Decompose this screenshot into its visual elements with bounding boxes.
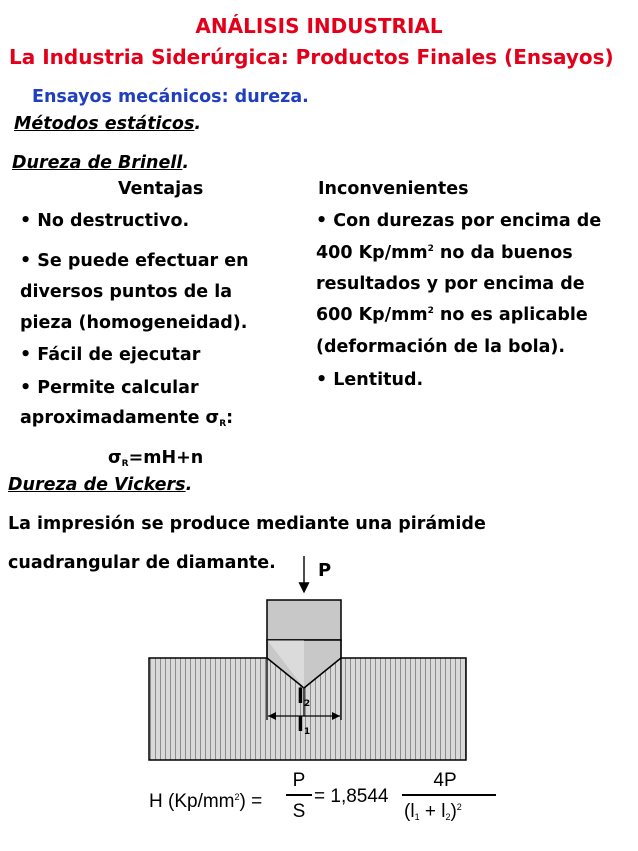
brinell-title: Dureza de Brinell xyxy=(12,153,183,173)
disadvantage-text: no da buenos xyxy=(433,243,573,263)
advantage-sigma-sub: R xyxy=(219,419,227,429)
vickers-description-1: La impresión se produce mediante una pirámide xyxy=(8,514,486,534)
l1-label: $l_1$ xyxy=(297,712,311,737)
disadvantage-item: • Lentitud. xyxy=(316,370,424,390)
disadvantages-heading: Inconvenientes xyxy=(318,179,469,199)
formula-frac1-bar xyxy=(286,794,312,796)
disadvantage-item: resultados y por encima de xyxy=(316,274,585,294)
advantage-item: • Permite calcular xyxy=(20,378,199,398)
disadvantage-text: 600 Kp/mm xyxy=(316,305,428,325)
brinell-formula-rest: =mH+n xyxy=(128,448,204,468)
disadvantage-text: no es aplicable xyxy=(433,305,588,325)
advantage-item: • No destructivo. xyxy=(20,211,190,231)
page-title: ANÁLISIS INDUSTRIAL xyxy=(195,14,443,38)
disadvantage-item: • Con durezas por encima de xyxy=(316,211,602,231)
static-methods-label: Métodos estáticos xyxy=(14,114,195,134)
force-label: P xyxy=(318,560,332,581)
advantage-item: • Fácil de ejecutar xyxy=(20,345,201,365)
formula-frac2-num: 4P xyxy=(433,770,457,791)
advantage-sigma-text: aproximadamente σ xyxy=(20,408,220,428)
formula-lhs: H $(Kp/mm^2)$ = xyxy=(149,791,263,812)
formula-constant: = 1,8544 xyxy=(314,786,389,807)
brinell-formula-sigma: σ xyxy=(108,448,122,468)
formula-frac1-num: P xyxy=(292,770,306,791)
brinell-formula-sub: R xyxy=(121,459,129,469)
advantage-item: pieza (homogeneidad). xyxy=(20,313,248,333)
vickers-title-period: . xyxy=(185,475,193,495)
advantage-item: • Se puede efectuar en xyxy=(20,251,249,271)
advantages-heading: Ventajas xyxy=(118,179,204,199)
page-subtitle: La Industria Siderúrgica: Productos Finales (Ensayos) xyxy=(9,45,614,69)
section-heading: Ensayos mecánicos: dureza. xyxy=(32,87,309,107)
vickers-description-2: cuadrangular de diamante. xyxy=(8,553,276,573)
disadvantage-item: (deformación de la bola). xyxy=(316,337,566,357)
superscript: 2 xyxy=(427,244,434,254)
indenter-body xyxy=(267,600,341,640)
brinell-title-period: . xyxy=(182,153,190,173)
vickers-title: Dureza de Vickers xyxy=(8,475,186,495)
advantage-item: diversos puntos de la xyxy=(20,282,233,302)
formula-frac2-bar xyxy=(402,794,496,796)
l2-label: $l_2$ xyxy=(297,684,311,709)
formula-frac1-den: S xyxy=(292,801,306,822)
static-methods-period: . xyxy=(194,114,202,134)
advantage-sigma-colon: : xyxy=(226,408,234,428)
superscript: 2 xyxy=(427,306,434,316)
formula-frac2-den: $(l_1 + l_2)^2$ xyxy=(404,801,462,822)
disadvantage-text: 400 Kp/mm xyxy=(316,243,428,263)
